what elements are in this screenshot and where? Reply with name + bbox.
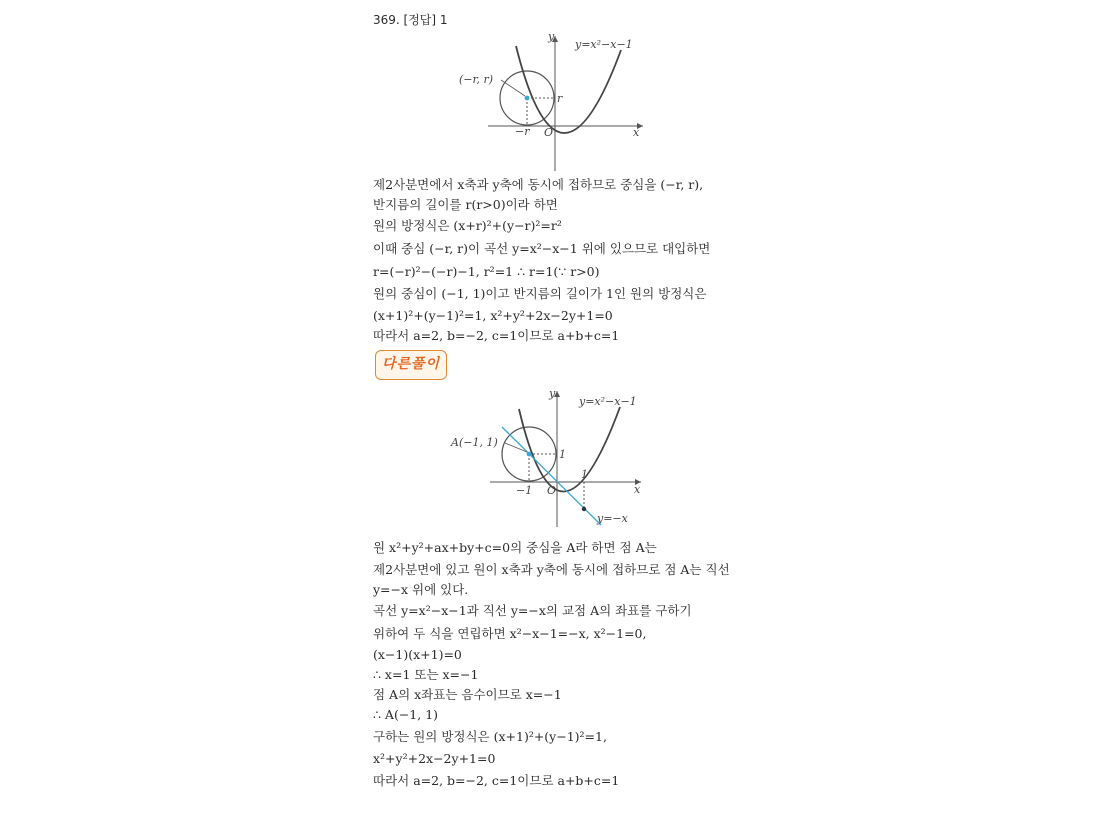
text-line: 이때 중심 (−r, r)이 곡선 y=x²−x−1 위에 있으므로 대입하면 <box>373 241 711 256</box>
text-line: 제2사분면에서 x축과 y축에 동시에 접하므로 중심을 (−r, r), <box>373 177 704 192</box>
text-line: 원의 방정식은 (x+r)²+(y−r)²=r² <box>373 218 562 233</box>
parabola <box>519 407 620 492</box>
center-label: (−r, r) <box>459 73 494 86</box>
text-line: 점 A의 x좌표는 음수이므로 x=−1 <box>373 687 562 702</box>
text-line: 위하여 두 식을 연립하면 x²−x−1=−x, x²−1=0, <box>373 626 647 641</box>
parabola <box>516 46 621 133</box>
text-line: r=(−r)²−(−r)−1, r²=1 ∴ r=1(∵ r>0) <box>373 264 600 279</box>
curve-label: y=x²−x−1 <box>575 38 633 51</box>
curve-label: y=x²−x−1 <box>579 395 637 408</box>
text-line: (x+1)²+(y−1)²=1, x²+y²+2x−2y+1=0 <box>373 308 613 323</box>
alternative-solution-badge: 다른풀이 <box>375 350 447 380</box>
text-line: 원 x²+y²+ax+by+c=0의 중심을 A라 하면 점 A는 <box>373 540 657 555</box>
x-axis-label: x <box>633 126 640 139</box>
text-line: ∴ x=1 또는 x=−1 <box>373 667 479 682</box>
text-line: 구하는 원의 방정식은 (x+1)²+(y−1)²=1, <box>373 729 607 744</box>
line-label: y=−x <box>597 512 628 525</box>
y-axis-label: y <box>549 387 556 400</box>
figure-circle-tangent-axes <box>453 28 653 173</box>
text-line: 반지름의 길이를 r(r>0)이라 하면 <box>373 197 558 212</box>
x-one-label: 1 <box>581 468 588 481</box>
center-point <box>525 96 530 101</box>
text-line: 곡선 y=x²−x−1과 직선 y=−x의 교점 A의 좌표를 구하기 <box>373 603 692 618</box>
intersection-point <box>582 507 586 511</box>
point-a-label: A(−1, 1) <box>451 436 498 449</box>
text-line: x²+y²+2x−2y+1=0 <box>373 751 496 766</box>
leader-line <box>501 80 525 96</box>
x-axis-label: x <box>634 483 641 496</box>
text-line: 원의 중심이 (−1, 1)이고 반지름의 길이가 1인 원의 방정식은 <box>373 286 707 301</box>
neg-one-label: −1 <box>516 484 533 497</box>
neg-r-label: −r <box>515 125 530 138</box>
text-line: 따라서 a=2, b=−2, c=1이므로 a+b+c=1 <box>373 328 620 343</box>
text-line: 따라서 a=2, b=−2, c=1이므로 a+b+c=1 <box>373 773 620 788</box>
text-line: ∴ A(−1, 1) <box>373 707 439 722</box>
text-line: 제2사분면에 있고 원이 x축과 y축에 동시에 접하므로 점 A는 직선 <box>373 562 730 577</box>
leader-line <box>505 443 527 452</box>
y-axis-label: y <box>548 30 555 43</box>
point-a <box>527 452 532 457</box>
y-one-label: 1 <box>559 448 566 461</box>
r-label: r <box>557 92 563 105</box>
origin-label: O <box>544 126 554 139</box>
problem-header: 369. [정답] 1 <box>373 13 448 27</box>
figure-alternative-solution <box>445 385 655 530</box>
text-line: (x−1)(x+1)=0 <box>373 647 462 662</box>
origin-label: O <box>547 484 557 497</box>
text-line: y=−x 위에 있다. <box>373 582 469 597</box>
